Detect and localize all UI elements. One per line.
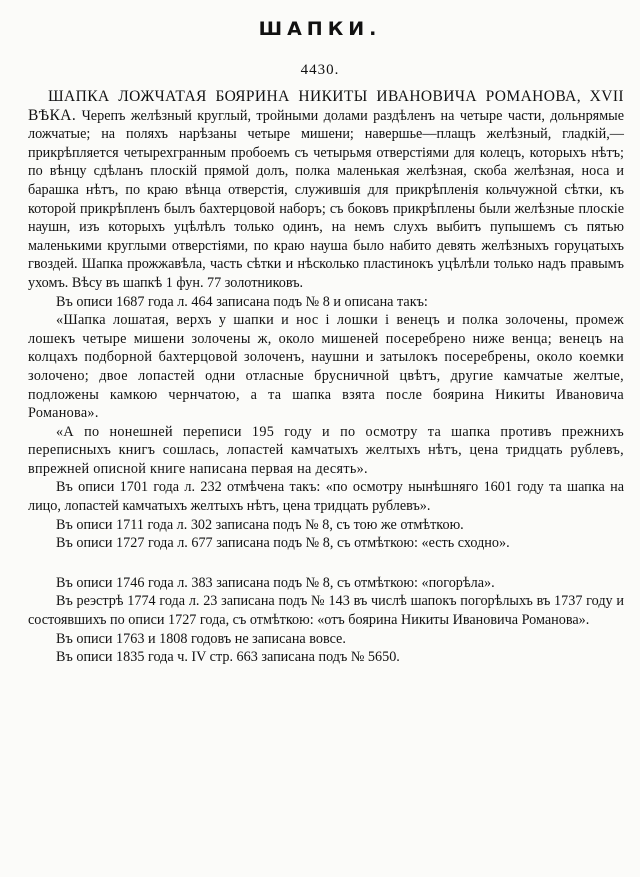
paragraph-inventory-1701: Въ описи 1701 года л. 232 отмѣчена такъ: «по осмотру нынѣшняго 1601 году та шапка на лицо, лопастей камчатыхъ желтыхъ нѣтъ, цена тридцать рублевъ». [28,479,624,515]
entry-title: ШАПКА ЛОЖЧАТАЯ БОЯРИНА НИКИТЫ ИВАНОВИЧА РОМАНОВА, XVII ВѢКА. [28,88,624,124]
paragraph-inventory-1835: Въ описи 1835 года ч. IV стр. 663 записана подъ № 5650. [56,649,400,666]
paragraph-inventory-1711: Въ описи 1711 года л. 302 записана подъ № 8, съ тою же отмѣткою. [56,516,464,533]
document-body [28,88,624,667]
page-header: ШАПКИ. [258,18,382,40]
quote-inventory-1687: «Шапка лошатая, верхъ у шапки и нос і лошки і венецъ и полка золочены, промеж лошекъ четыре мишени золочены ж, около мишеней посеребрено ниже венца; венецъ на колцахъ подборной бахтерцовой золоченъ, наушни и затылокъ посеребрены, около коемки золочено; двое лопастей одни отласные брусничной цвѣтъ, другие камчатые желтые, подложены камкою чернчатою, а та шапка взята после боярина Никиты Ивановича Романова». [28,312,624,422]
paragraph-register-1774: Въ реэстрѣ 1774 года л. 23 записана подъ № 143 въ числѣ шапокъ погорѣлыхъ въ 1737 году и состоявшихъ по описи 1727 года, съ отмѣткою: «отъ боярина Никиты Ивановича Романова». [28,593,624,629]
paragraph-inventory-1746: Въ описи 1746 года л. 383 записана подъ № 8, съ отмѣткою: «погорѣла». [56,574,495,591]
quote-rewrite-195: «А по нонешней переписи 195 году и по осмотру та шапка противъ прежнихъ переписныхъ книгъ сошлась, лопастей камчатыхъ желтыхъ нѣтъ, цена тридцать рублевъ, впрежней описной книге написана первая на десять». [28,423,624,477]
entry-number: 4430. [300,62,340,78]
entry-main-paragraph [28,88,624,293]
paragraph-inventory-1727: Въ описи 1727 года л. 677 записана подъ № 8, съ отмѣткою: «есть сходно». [56,535,510,552]
paragraph-inventory-1763-1808: Въ описи 1763 и 1808 годовъ не записана вовсе. [56,630,346,647]
entry-description: Черепъ желѣзный круглый, тройными долами раздѣленъ на четыре части, дольнрямые ложчатые; на поляхъ нарѣзаны четыре мишени; навершье—плащъ желѣзный, гладкій,—прикрѣпляется четырехгранным пробоемъ съ четырьмя отверстіями для колецъ, которыхъ нѣтъ; по вѣнцу сдѣланъ плоскій прямой долъ, полка маленькая желѣзная, скоба желѣзная, носа и барашка нѣтъ, по краю вѣнца отверстія, служившія для прикрѣпленія кольчужной сѣтки, къ которой прикрѣпленъ былъ бахтерцовой наборъ; съ боковъ прикрѣплены были желѣзные плоскіе наушн, изъ которыхъ уцѣлѣлъ только одинъ, на немъ слухъ выбитъ пупышемъ съ пятью маленькими круглыми отверстіями, по краю науша было набито девять желѣзныхъ горуцатыхъ гвоздей. Шапка прожжавѣла, часть сѣтки и нѣсколько пластинокъ уцѣлѣли только надъ правымъ ухомъ. Вѣсу въ шапкѣ 1 фун. 77 золотниковъ. [28,107,624,291]
paragraph-inventory-1687: Въ описи 1687 года л. 464 записана подъ № 8 и описана такъ: [56,293,428,310]
